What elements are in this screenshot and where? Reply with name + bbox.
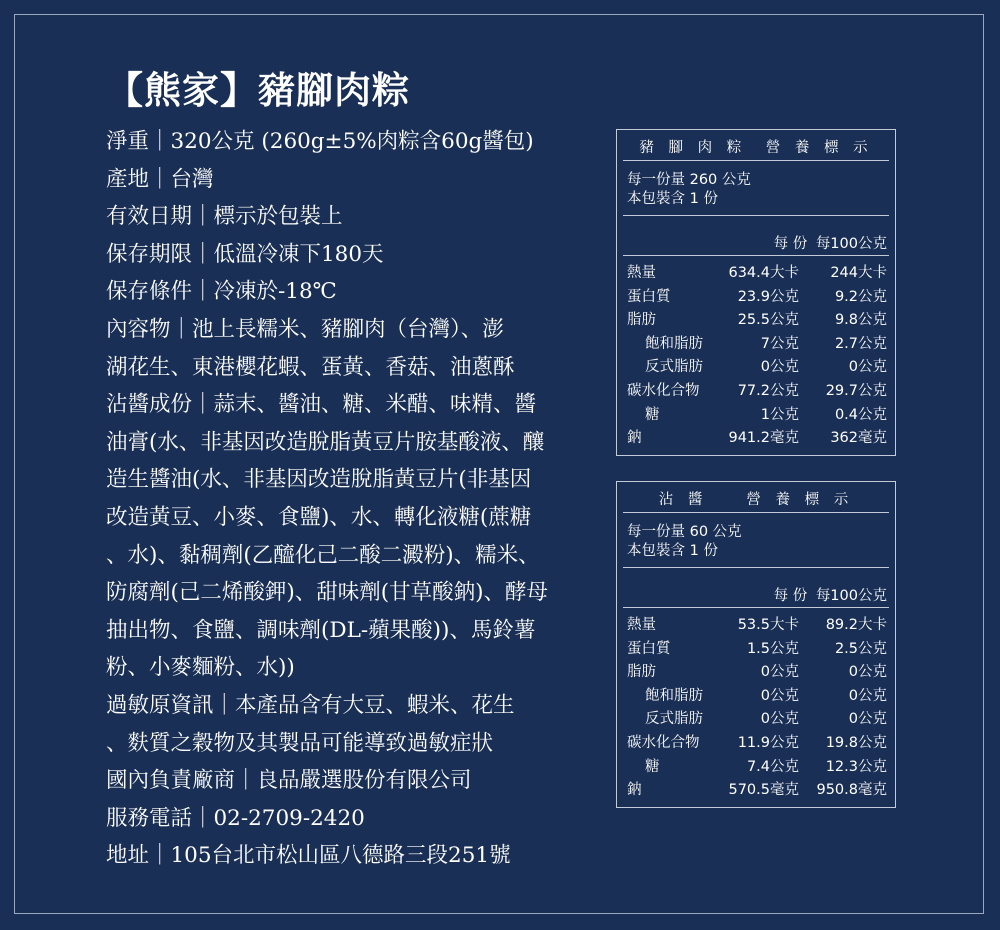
product-info-list — [106, 123, 596, 875]
serving-size: 每一份量 260 公克 — [627, 172, 751, 188]
nutrient-row — [623, 756, 889, 780]
per-100g-value: 9.8公克 — [834, 312, 887, 329]
nutrient-name: 鈉 — [627, 782, 642, 799]
info-line: 改造黃豆、小麥、食鹽)、水、轉化液糖(蔗糖 — [106, 504, 532, 530]
per-100g-value: 244大卡 — [830, 265, 887, 281]
nutrient-row — [623, 661, 889, 685]
per-serving-value: 7公克 — [760, 335, 799, 352]
panel-title: 豬 腳 肉 粽 營 養 標 示 — [623, 136, 889, 161]
info-line: 過敏原資訊｜本產品含有大豆、蝦米、花生 — [106, 692, 515, 718]
per-serving-value: 53.5大卡 — [737, 617, 799, 633]
serving-info — [623, 513, 889, 568]
servings-per-package: 本包裝含 1 份 — [627, 543, 718, 559]
per-serving-value: 634.4大卡 — [728, 265, 799, 281]
nutrient-name: 蛋白質 — [627, 640, 671, 657]
nutrient-rows — [623, 256, 889, 451]
info-line: 油膏(水、非基因改造脫脂黃豆片胺基酸液、釀 — [106, 429, 545, 455]
per-100g-header: 每100公克 — [815, 236, 887, 252]
nutrient-name: 飽和脂肪 — [645, 687, 703, 704]
nutrition-panel-zongzi — [616, 129, 896, 456]
info-line: 保存條件｜冷凍於-18℃ — [106, 279, 337, 305]
per-serving-header: 每 份 — [773, 588, 808, 604]
nutrient-row — [623, 356, 889, 380]
nutrient-row — [623, 309, 889, 333]
nutrient-name: 蛋白質 — [627, 288, 671, 305]
nutrient-row — [623, 380, 889, 404]
per-100g-value: 0.4公克 — [834, 406, 887, 423]
per-serving-value: 0公克 — [760, 687, 799, 704]
panel-title: 沾 醬 營 養 標 示 — [623, 488, 889, 513]
nutrient-row — [623, 427, 889, 451]
info-line: 、麩質之穀物及其製品可能導致過敏症狀 — [106, 730, 494, 756]
nutrient-row — [623, 732, 889, 756]
per-100g-value: 950.8毫克 — [816, 782, 887, 799]
info-line: 淨重｜320公克 (260g±5%肉粽含60g醬包) — [106, 129, 534, 154]
per-serving-header: 每 份 — [773, 236, 808, 252]
nutrient-name: 脂肪 — [627, 312, 656, 329]
info-line: 地址｜105台北市松山區八德路三段251號 — [106, 843, 511, 869]
per-100g-value: 0公克 — [848, 359, 887, 376]
nutrient-row — [623, 638, 889, 662]
nutrient-rows — [623, 608, 889, 803]
servings-per-package: 本包裝含 1 份 — [627, 191, 718, 207]
info-line: 有效日期｜標示於包裝上 — [106, 204, 343, 230]
info-line: 湖花生、東港櫻花蝦、蛋黃、香菇、油蔥酥 — [106, 354, 515, 380]
info-line: 防腐劑(己二烯酸鉀)、甜味劑(甘草酸鈉)、酵母 — [106, 580, 549, 606]
info-line: 產地｜台灣 — [106, 166, 214, 192]
nutrient-row — [623, 286, 889, 310]
per-100g-value: 2.5公克 — [834, 640, 887, 657]
per-serving-value: 0公克 — [760, 711, 799, 728]
nutrient-name: 脂肪 — [627, 664, 656, 681]
nutrient-row — [623, 614, 889, 638]
per-100g-value: 0公克 — [848, 687, 887, 704]
nutrition-panel-sauce — [616, 481, 896, 808]
info-line: 保存期限｜低溫冷凍下180天 — [106, 241, 384, 267]
per-100g-value: 362毫克 — [830, 430, 887, 447]
serving-info — [623, 161, 889, 216]
per-serving-value: 77.2公克 — [737, 382, 799, 399]
nutrient-name: 碳水化合物 — [627, 734, 700, 751]
nutrient-name: 糖 — [645, 406, 660, 423]
nutrient-row — [623, 262, 889, 286]
per-100g-header: 每100公克 — [815, 588, 887, 604]
info-line: 抽出物、食鹽、調味劑(DL-蘋果酸))、馬鈴薯 — [106, 617, 536, 643]
product-title: 【熊家】豬腳肉粽 — [106, 68, 410, 112]
nutrient-name: 熱量 — [627, 617, 656, 633]
info-line: 內容物｜池上長糯米、豬腳肉（台灣）、澎 — [106, 316, 504, 342]
per-100g-value: 89.2大卡 — [825, 617, 887, 633]
column-headers — [623, 226, 889, 256]
nutrient-row — [623, 685, 889, 709]
nutrient-name: 鈉 — [627, 430, 642, 447]
nutrient-row — [623, 333, 889, 357]
nutrient-name: 飽和脂肪 — [645, 335, 703, 352]
per-serving-value: 0公克 — [760, 359, 799, 376]
per-100g-value: 0公克 — [848, 711, 887, 728]
per-serving-value: 25.5公克 — [737, 312, 799, 329]
per-100g-value: 12.3公克 — [825, 758, 887, 775]
nutrient-row — [623, 779, 889, 803]
per-serving-value: 0公克 — [760, 664, 799, 681]
info-line: 、水)、黏稠劑(乙醯化己二酸二澱粉)、糯米、 — [106, 542, 540, 568]
column-headers — [623, 578, 889, 608]
per-serving-value: 23.9公克 — [737, 288, 799, 305]
per-100g-value: 9.2公克 — [834, 288, 887, 305]
per-serving-value: 1.5公克 — [746, 640, 799, 657]
serving-size: 每一份量 60 公克 — [627, 524, 742, 540]
per-serving-value: 1公克 — [760, 406, 799, 423]
info-line: 服務電話｜02-2709-2420 — [106, 805, 365, 831]
per-serving-value: 570.5毫克 — [728, 782, 799, 799]
per-100g-value: 19.8公克 — [825, 734, 887, 751]
nutrient-name: 糖 — [645, 758, 660, 775]
per-100g-value: 0公克 — [848, 664, 887, 681]
per-serving-value: 7.4公克 — [746, 758, 799, 775]
nutrient-row — [623, 404, 889, 428]
info-line: 國內負責廠商｜良品嚴選股份有限公司 — [106, 768, 472, 794]
info-line: 粉、小麥麵粉、水)) — [106, 655, 295, 681]
per-100g-value: 29.7公克 — [825, 382, 887, 399]
info-line: 造生醬油(水、非基因改造脫脂黃豆片(非基因 — [106, 467, 532, 493]
nutrient-name: 反式脂肪 — [645, 711, 703, 728]
per-serving-value: 11.9公克 — [737, 734, 799, 751]
nutrient-name: 碳水化合物 — [627, 382, 700, 399]
info-line: 沾醬成份｜蒜末、醬油、糖、米醋、味精、醬 — [106, 392, 537, 418]
nutrient-name: 反式脂肪 — [645, 359, 703, 376]
per-serving-value: 941.2毫克 — [728, 430, 799, 447]
per-100g-value: 2.7公克 — [834, 335, 887, 352]
nutrient-row — [623, 708, 889, 732]
nutrient-name: 熱量 — [627, 265, 656, 281]
